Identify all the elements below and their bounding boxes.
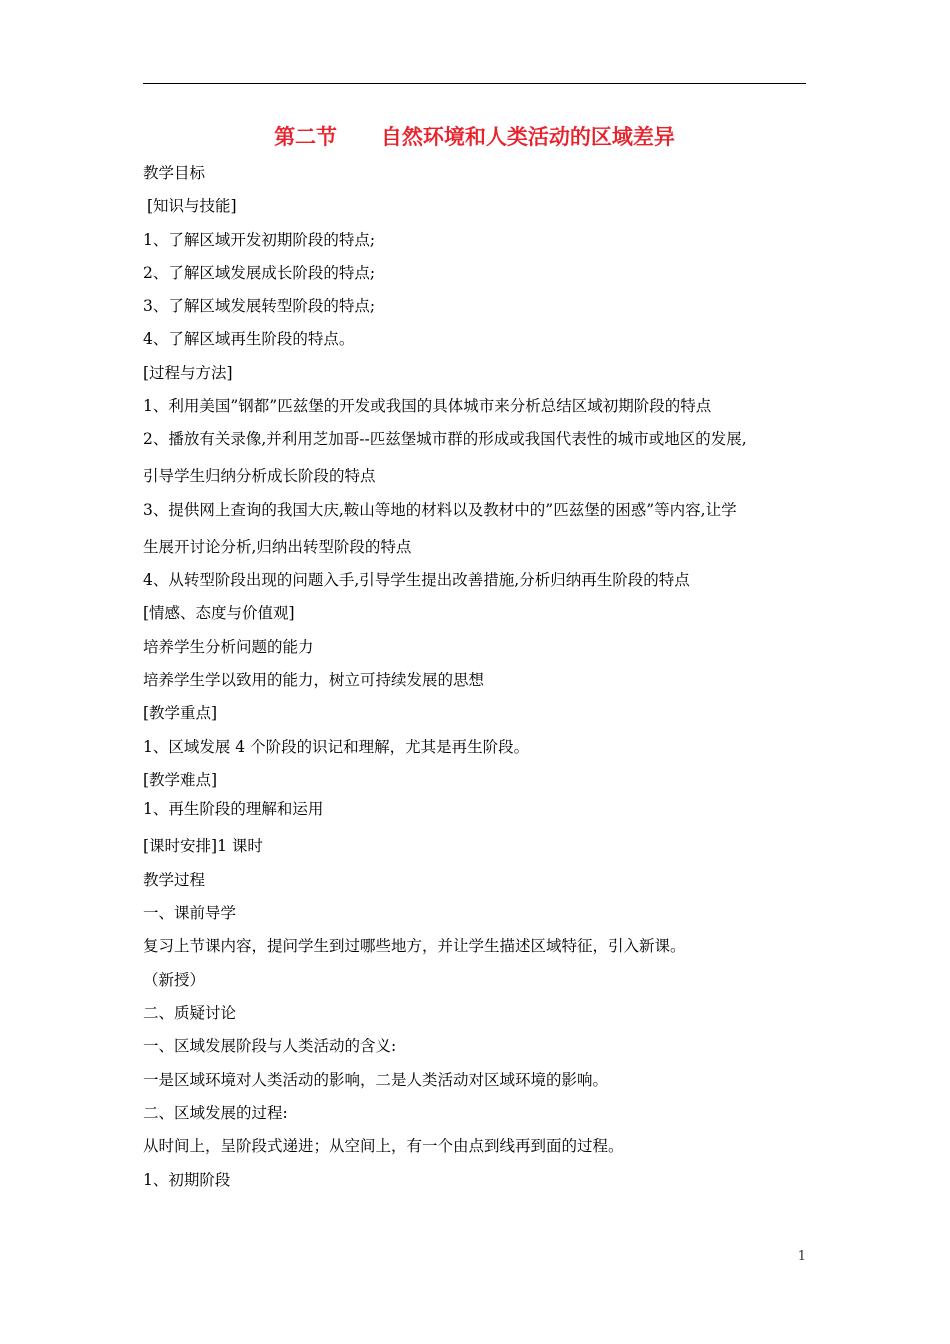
text-line: 4、了解区域再生阶段的特点。 xyxy=(143,330,355,348)
text-line: [教学难点] xyxy=(143,771,218,789)
text-line: [情感、态度与价值观] xyxy=(143,604,295,622)
section-title: 第二节 自然环境和人类活动的区域差异 xyxy=(274,125,675,149)
text-line: [教学重点] xyxy=(143,704,218,722)
text-line: 3、提供网上查询的我国大庆,鞍山等地的材料以及教材中的”匹兹堡的困惑”等内容,让学 xyxy=(143,501,737,519)
text-line: 生展开讨论分析,归纳出转型阶段的特点 xyxy=(143,538,412,556)
text-line: 3、了解区域发展转型阶段的特点; xyxy=(143,297,376,315)
page-number: 1 xyxy=(797,1249,806,1264)
text-line: 一是区域环境对人类活动的影响，二是人类活动对区域环境的影响。 xyxy=(143,1071,609,1089)
text-line: [课时安排]1 课时 xyxy=(143,837,263,855)
text-line: 2、播放有关录像,并利用芝加哥--匹兹堡城市群的形成或我国代表性的城市或地区的发展, xyxy=(143,430,747,448)
text-line: 4、从转型阶段出现的问题入手,引导学生提出改善措施,分析归纳再生阶段的特点 xyxy=(143,571,690,589)
text-line: 1、初期阶段 xyxy=(143,1171,231,1189)
text-line: 培养学生学以致用的能力，树立可持续发展的思想 xyxy=(143,671,485,689)
text-line: [过程与方法] xyxy=(143,364,233,382)
text-line: 一、课前导学 xyxy=(143,904,237,922)
text-line: 1、区域发展 4 个阶段的识记和理解，尤其是再生阶段。 xyxy=(143,738,530,756)
text-line: 教学目标 xyxy=(143,164,206,182)
text-line: 从时间上，呈阶段式递进；从空间上，有一个由点到线再到面的过程。 xyxy=(143,1137,624,1155)
document-body xyxy=(143,0,806,1344)
text-line: 一、区域发展阶段与人类活动的含义: xyxy=(143,1037,397,1055)
text-line: 教学过程 xyxy=(143,871,206,889)
text-line: 1、了解区域开发初期阶段的特点; xyxy=(143,231,376,249)
text-line: 二、质疑讨论 xyxy=(143,1004,237,1022)
text-line: 1、利用美国”钢都”匹兹堡的开发或我国的具体城市来分析总结区域初期阶段的特点 xyxy=(143,397,712,415)
text-line: 引导学生归纳分析成长阶段的特点 xyxy=(143,467,376,485)
text-line: 二、区域发展的过程: xyxy=(143,1104,288,1122)
text-line: [知识与技能] xyxy=(147,197,237,215)
text-line: （新授） xyxy=(143,971,206,989)
text-line: 复习上节课内容，提问学生到过哪些地方，并让学生描述区域特征，引入新课。 xyxy=(143,937,686,955)
text-line: 培养学生分析问题的能力 xyxy=(143,638,314,656)
text-line: 1、再生阶段的理解和运用 xyxy=(143,800,324,818)
text-line: 2、了解区域发展成长阶段的特点; xyxy=(143,264,376,282)
